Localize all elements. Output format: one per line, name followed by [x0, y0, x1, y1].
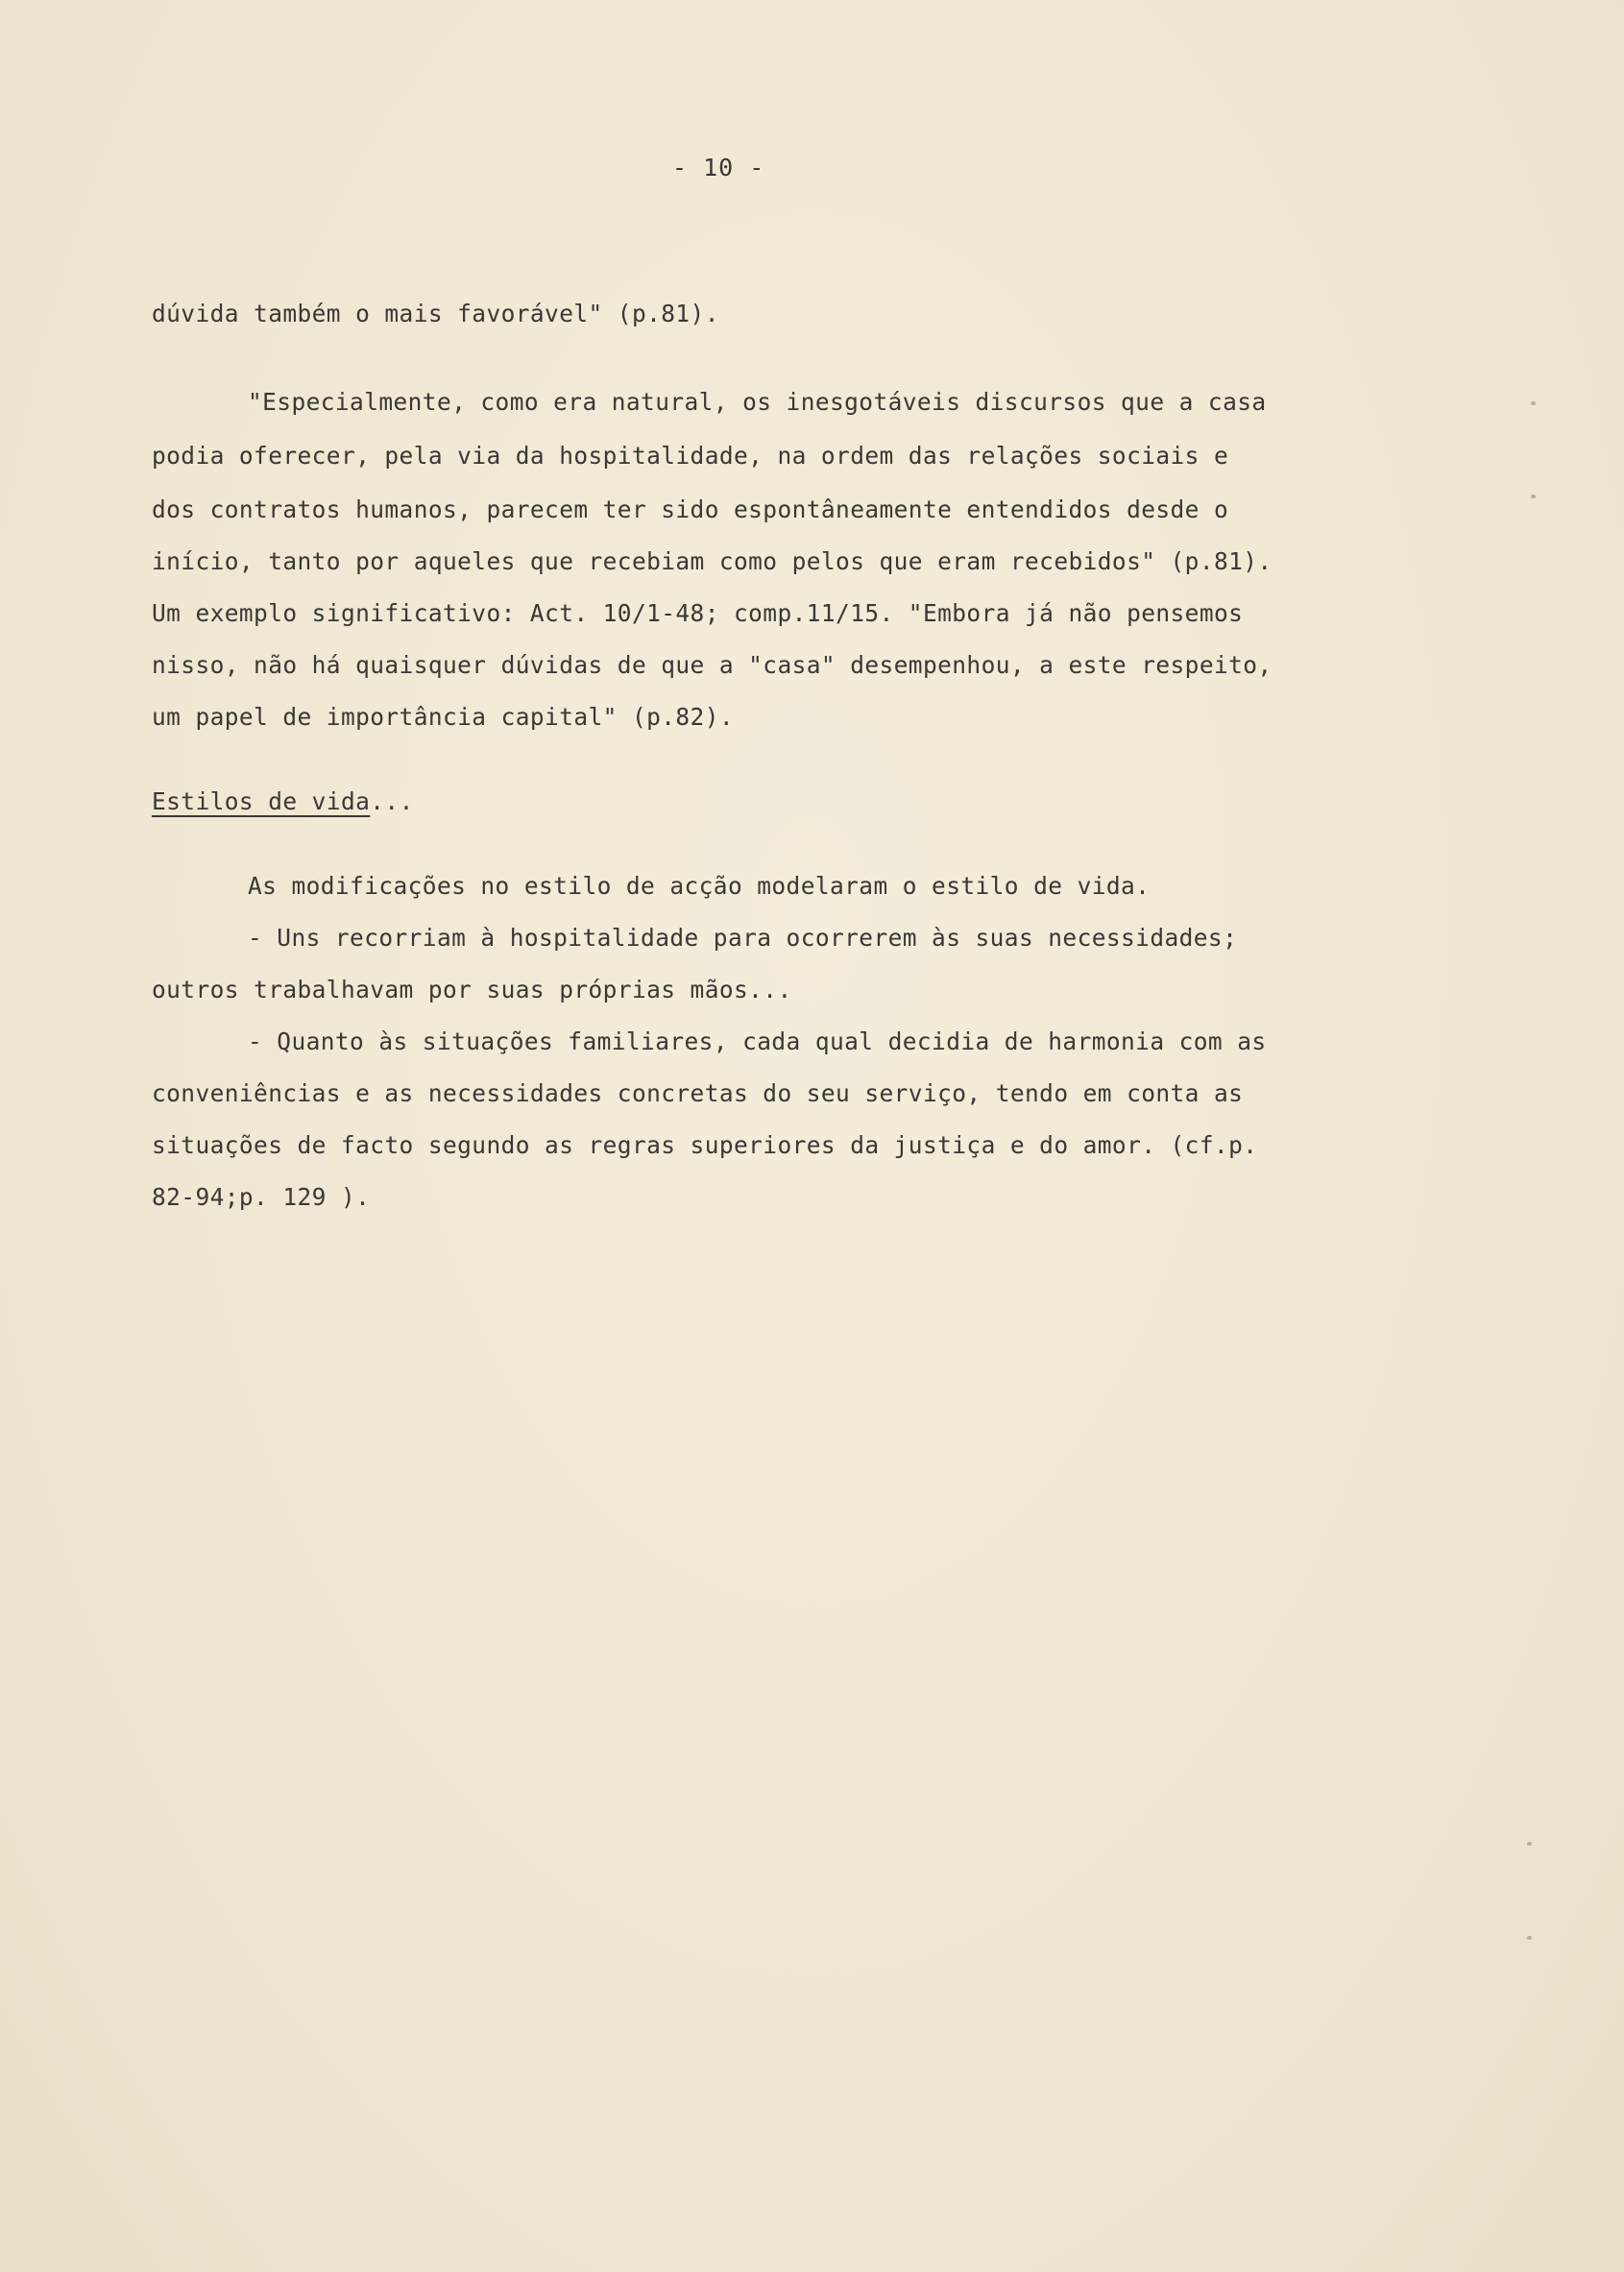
body-line-2: "Especialmente, como era natural, os inesgotáveis discursos que a casa	[248, 388, 1267, 416]
body-line-14: situações de facto segundo as regras superiores da justiça e do amor. (cf.p.	[152, 1131, 1258, 1159]
body-line-10: - Uns recorriam à hospitalidade para ocorrerem às suas necessidades;	[248, 924, 1238, 952]
body-line-3: podia oferecer, pela via da hospitalidade, na ordem das relações sociais e	[152, 442, 1229, 470]
body-line-6: Um exemplo significativo: Act. 10/1-48; comp.11/15. "Embora já não pensemos	[152, 599, 1244, 627]
margin-mark	[1527, 1936, 1532, 1940]
page-number: - 10 -	[672, 154, 765, 181]
margin-mark	[1527, 1842, 1532, 1846]
margin-mark	[1531, 401, 1536, 405]
section-heading	[152, 787, 414, 815]
body-line-11: outros trabalhavam por suas próprias mãos...	[152, 976, 792, 1003]
body-line-1: dúvida também o mais favorável" (p.81).	[152, 300, 719, 327]
body-line-13: conveniências e as necessidades concretas do seu serviço, tendo em conta as	[152, 1079, 1244, 1107]
body-line-9: As modificações no estilo de acção modelaram o estilo de vida.	[248, 872, 1151, 900]
body-line-15: 82-94;p. 129 ).	[152, 1183, 371, 1211]
body-line-7: nisso, não há quaisquer dúvidas de que a "casa" desempenhou, a este respeito,	[152, 651, 1273, 679]
body-line-5: início, tanto por aqueles que recebiam como pelos que eram recebidos" (p.81).	[152, 547, 1273, 575]
body-line-8: um papel de importância capital" (p.82).	[152, 703, 735, 731]
body-line-12: - Quanto às situações familiares, cada qual decidia de harmonia com as	[248, 1027, 1267, 1055]
section-heading-ellipsis: ...	[370, 787, 414, 815]
body-line-4: dos contratos humanos, parecem ter sido espontâneamente entendidos desde o	[152, 495, 1229, 523]
margin-mark	[1531, 495, 1536, 498]
section-heading-title: Estilos de vida	[152, 787, 371, 815]
